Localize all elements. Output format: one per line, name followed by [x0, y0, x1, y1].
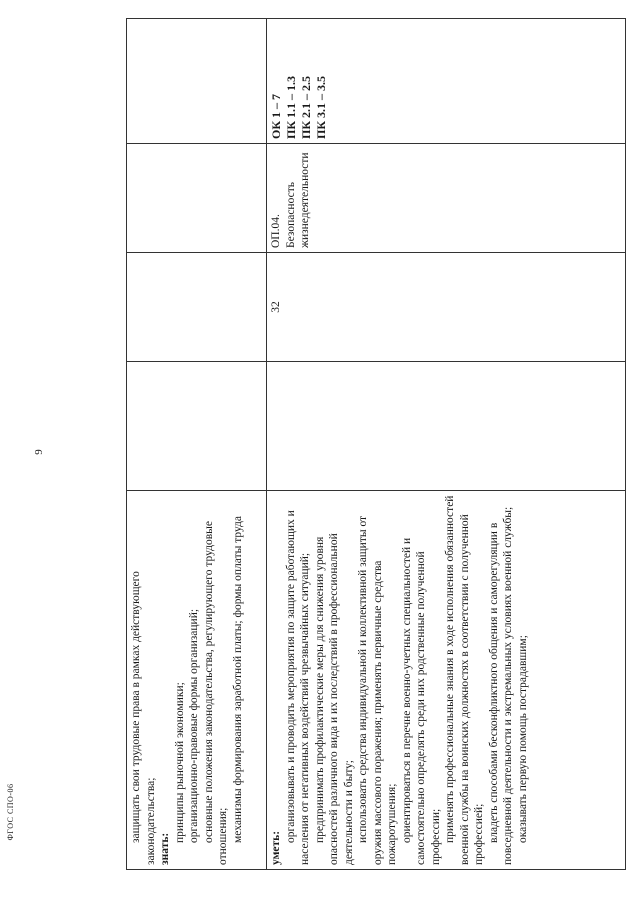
requirement-text: предпринимать профилактические меры для снижения уровня опасностей различного вида и их последствий в профессиональной деятельности и быту; [313, 533, 355, 865]
competency-code: ОК 1 – 7 [269, 93, 284, 139]
requirement-heading: уметь: [270, 830, 283, 865]
requirement-text: защищать свои трудовые права в рамках действующего законодательства; [130, 571, 157, 865]
requirement-text: оказывать первую помощь пострадавшим; [516, 635, 529, 843]
competencies-cell [127, 19, 267, 144]
requirement-text: применять профессиональные знания в ходе исполнения обязанностей военной службы на воинских должностях в соответствии с полученной профессией; [444, 495, 486, 865]
competency-code: ПК 1.1 – 1.3 [284, 75, 299, 139]
competency-code: ПК 3.1 – 3.5 [314, 75, 329, 139]
competencies-cell [267, 19, 626, 144]
requirement-text: использовать средства индивидуальной и коллективной защиты от оружия массового поражения; применять первичные средства пожаротушения; [357, 515, 399, 865]
requirement-text: организовывать и проводить мероприятия по защите работающих и населения от негативных воздействий чрезвычайных ситуаций; [284, 510, 312, 865]
requirement-text: механизмы формирования заработной платы; формы оплаты труда [231, 516, 244, 843]
requirement-text: организационно-правовые формы организаций; [188, 608, 200, 843]
requirement-text: принципы рыночной экономики; [173, 682, 186, 843]
discipline-cell: ОП.04. Безопасность жизнедеятельности [267, 144, 626, 253]
requirement-heading: знать: [159, 832, 171, 865]
mandatory-hours-cell: 32 [267, 253, 626, 362]
discipline-cell [127, 144, 267, 253]
rotated-page-content [126, 64, 626, 870]
requirements-cell [267, 491, 626, 870]
requirement-text: основные положения законодательства, регулирующего трудовые отношения; [202, 521, 229, 865]
requirement-text: владеть способами бесконфликтного общения и саморегуляции в повседневной деятельности и экстремальных условиях военной службы; [487, 506, 515, 865]
total-hours-cell [267, 362, 626, 491]
requirements-cell [127, 491, 267, 870]
curriculum-table [126, 18, 626, 870]
table-row [267, 19, 626, 870]
footer-standard-code: ФГОС СПО-06 [6, 783, 15, 841]
table-row [127, 19, 267, 870]
competency-code: ПК 2.1 – 2.5 [299, 75, 314, 139]
requirement-text: ориентироваться в перечне военно-учетных специальностей и самостоятельно определять среди них родственные полученной профессии; [400, 537, 442, 865]
total-hours-cell [127, 362, 267, 491]
mandatory-hours-cell [127, 253, 267, 362]
page-number: 9 [33, 449, 45, 455]
